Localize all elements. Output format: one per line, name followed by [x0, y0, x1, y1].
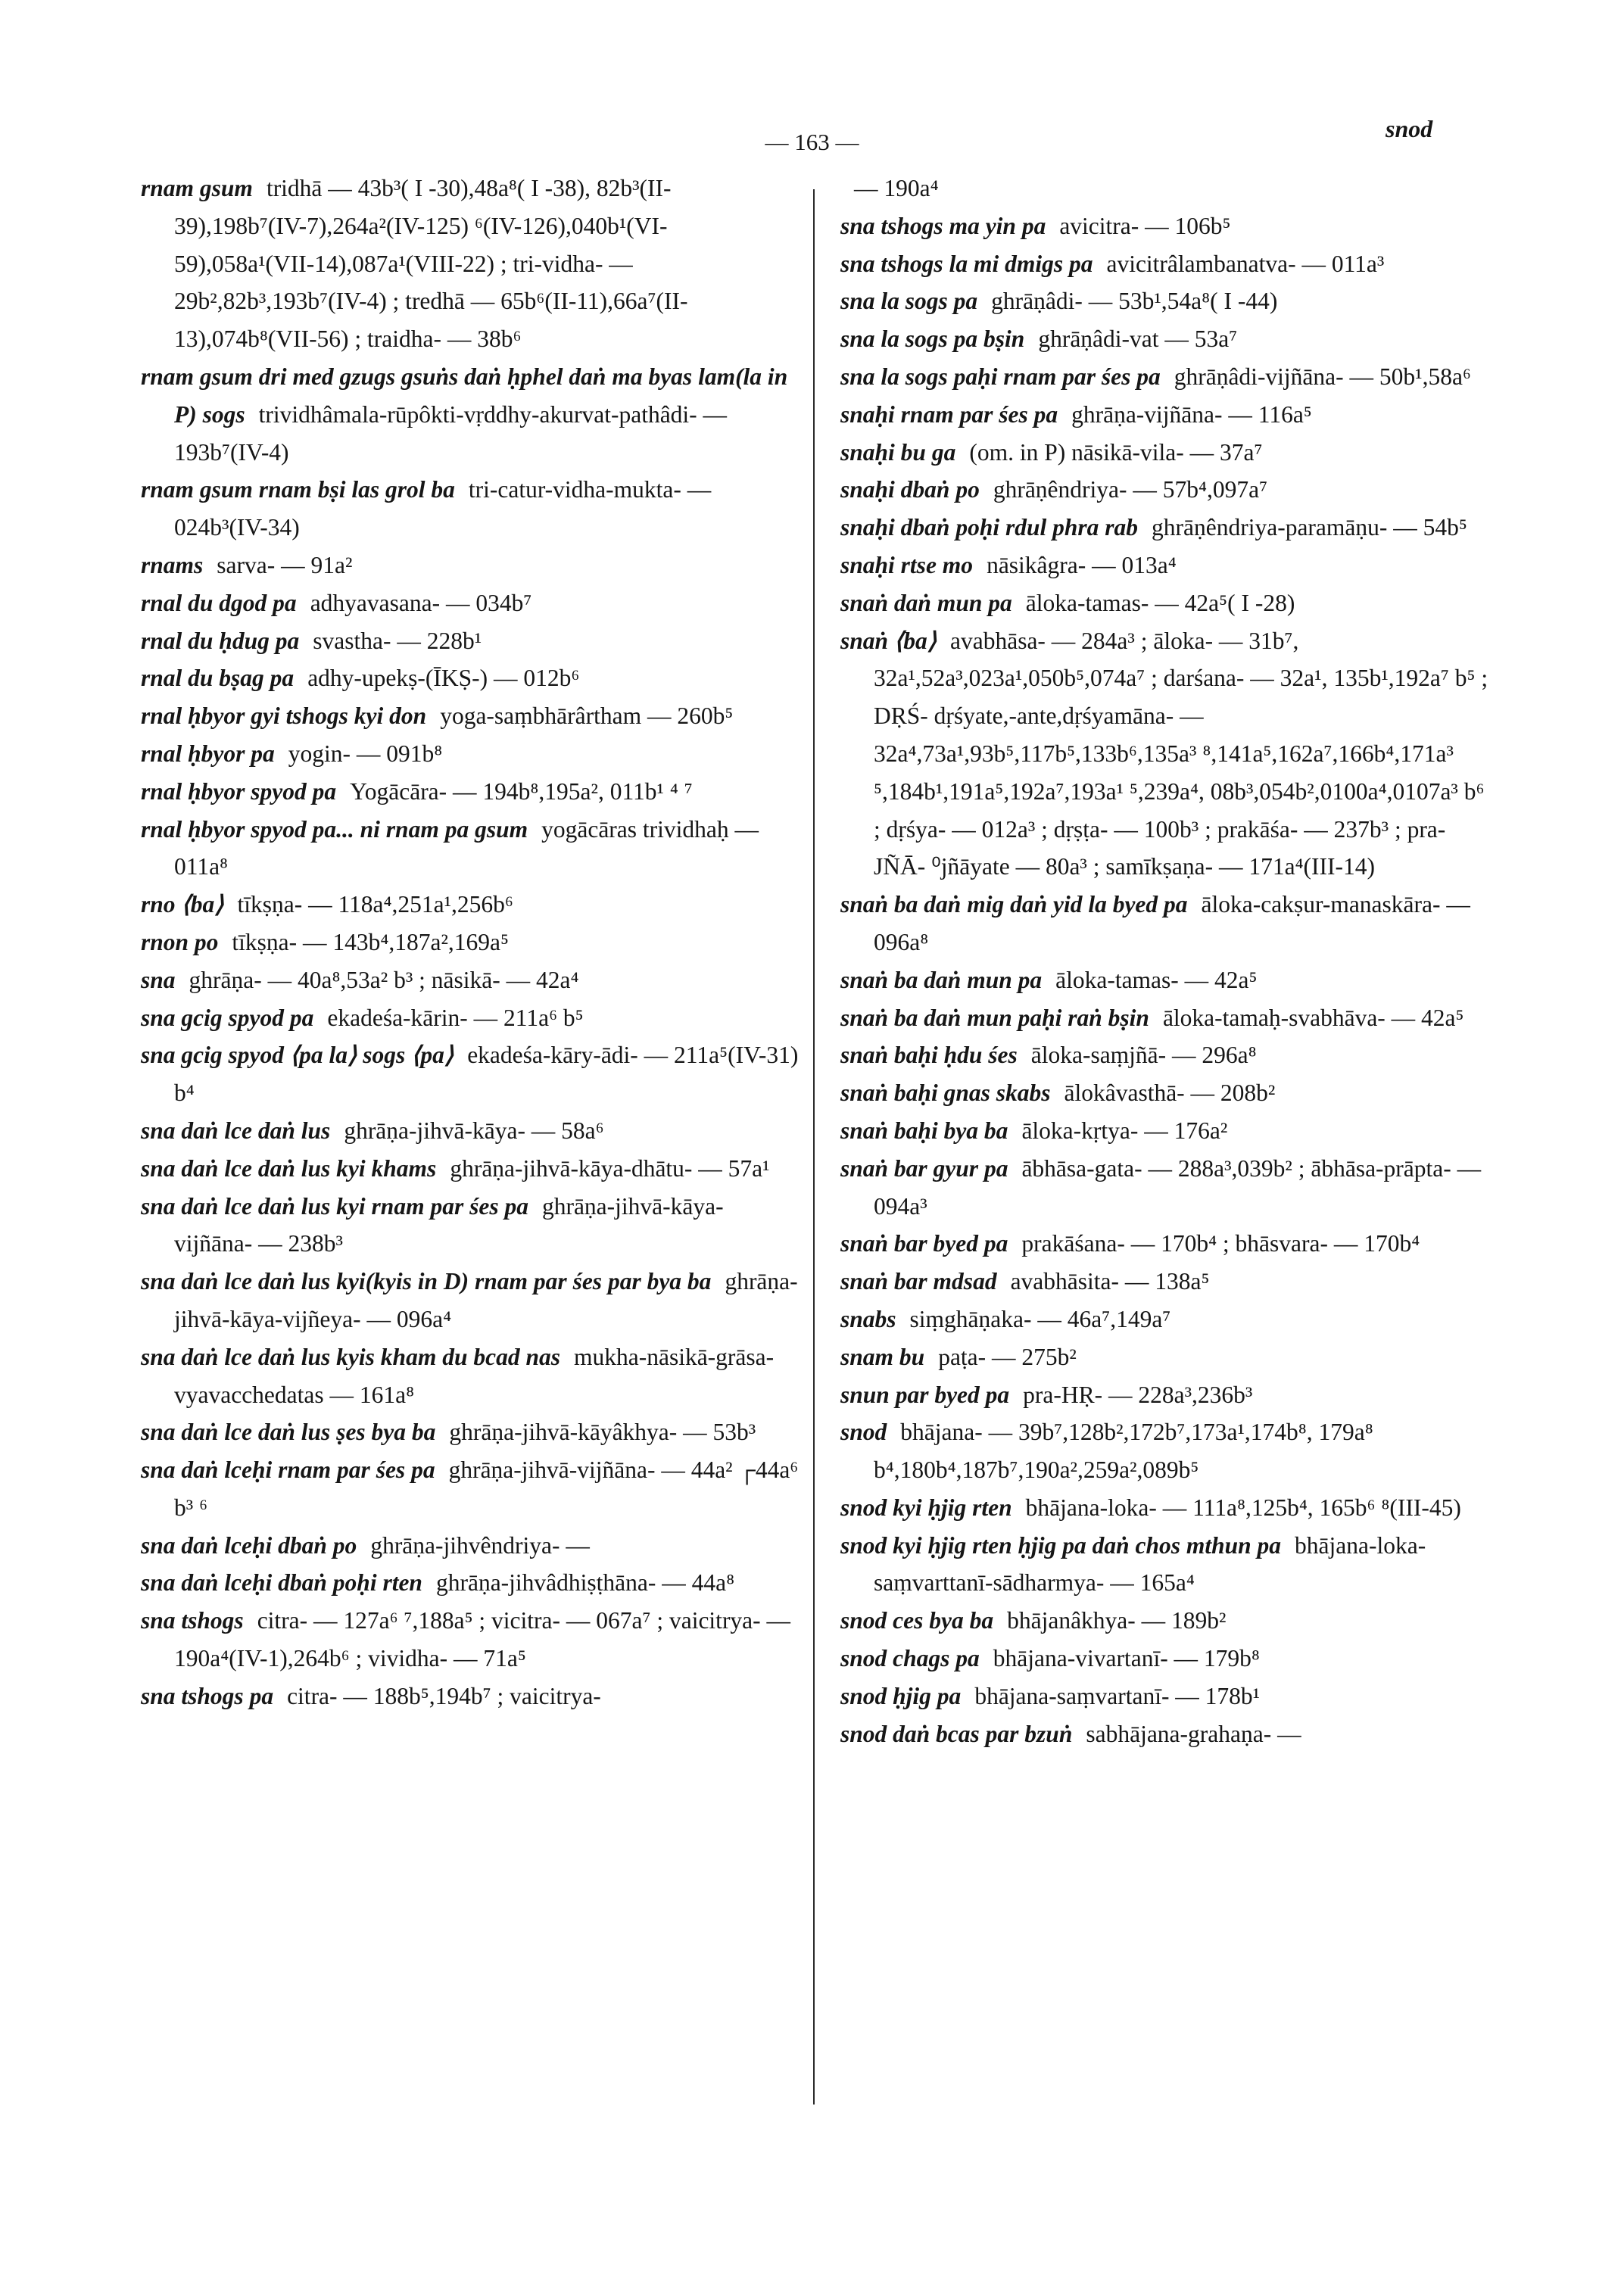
entry-body: āloka-cakṣur-manaskāra- — 096a⁸	[874, 891, 1470, 955]
entry-headword: snaṅ baḥi gnas skabs	[840, 1080, 1051, 1107]
entry-headword: snod	[840, 1419, 887, 1446]
left-column	[141, 170, 801, 1715]
column-divider	[813, 189, 815, 2105]
entry-headword: snaḥi bu ga	[840, 438, 956, 466]
dictionary-entry	[840, 245, 1492, 283]
dictionary-entry	[141, 1527, 801, 1565]
entry-body: bhājanâkhya- — 189b²	[1007, 1607, 1227, 1634]
entry-body: tīkṣṇa- — 143b⁴,187a²,169a⁵	[232, 928, 510, 955]
dictionary-entry	[141, 1564, 801, 1602]
dictionary-entry	[840, 1678, 1492, 1715]
dictionary-entry	[840, 320, 1492, 358]
entry-headword: sna daṅ lce daṅ lus ṣes bya ba	[141, 1419, 436, 1446]
entry-body: ghrāṇa-jihvā-vijñāna- — 44a² ┌44a⁶ b³ ⁶	[174, 1456, 799, 1521]
dictionary-entry	[840, 547, 1492, 584]
dictionary-entry	[141, 1112, 801, 1150]
entry-headword: snaḥi rnam par śes pa	[840, 400, 1058, 428]
dictionary-entry	[840, 170, 1492, 207]
entry-headword: rnam gsum dri med gzugs gsuṅs daṅ ḥphel daṅ ma byas lam(la in P) sogs	[141, 363, 788, 428]
entry-headword: sna daṅ lce daṅ lus kyis kham du bcad nas	[141, 1343, 560, 1370]
entry-headword: snun par byed pa	[840, 1381, 1010, 1408]
entry-headword: rnal du ḥdug pa	[141, 627, 300, 654]
dictionary-entry	[840, 282, 1492, 320]
entry-headword: rno ⟨ba⟩	[141, 891, 224, 918]
entry-headword: sna tshogs la mi dmigs pa	[840, 250, 1093, 277]
dictionary-entry	[141, 811, 801, 886]
right-column	[840, 170, 1492, 1752]
entry-body: trividhâmala-rūpôkti-vṛddhy-akurvat-pathâdi- — 193b⁷(IV-4)	[174, 400, 728, 466]
entry-headword: snaṅ ba daṅ mun paḥi raṅ bṣin	[840, 1004, 1149, 1031]
entry-headword: sna daṅ lce daṅ lus kyi(kyis in D) rnam par śes par bya ba	[141, 1268, 712, 1295]
entry-headword: rnal du dgod pa	[141, 589, 297, 616]
entry-body: ghrāṇâdi-vijñāna- — 50b¹,58a⁶	[1174, 363, 1471, 390]
entry-body: āloka-saṃjñā- — 296a⁸	[1030, 1042, 1257, 1069]
dictionary-entry	[840, 1489, 1492, 1527]
entry-headword: rnams	[141, 551, 204, 578]
dictionary-entry	[141, 1678, 801, 1715]
dictionary-entry	[840, 1112, 1492, 1150]
entry-body: āloka-kṛtya- — 176a²	[1021, 1117, 1228, 1144]
entry-headword: snod ḥjig pa	[840, 1682, 962, 1709]
entry-body: nāsikâgra- — 013a⁴	[987, 551, 1177, 578]
entry-headword: snod chags pa	[840, 1645, 980, 1672]
dictionary-entry	[141, 961, 801, 999]
entry-body: bhājana-saṃvartanī- — 178b¹	[974, 1682, 1261, 1709]
entry-headword: snaṅ ba daṅ mig daṅ yid la byed pa	[840, 891, 1188, 918]
dictionary-entry	[141, 735, 801, 773]
entry-body: bhājana-loka- — 111a⁸,125b⁴, 165b⁶ ⁸(III-45)	[1025, 1494, 1461, 1521]
entry-body: pra-HṚ- — 228a³,236b³	[1023, 1381, 1253, 1408]
dictionary-entry	[840, 434, 1492, 472]
entry-body: bhājana- — 39b⁷,128b²,172b⁷,173a¹,174b⁸, 179a⁸ b⁴,180b⁴,187b⁷,190a²,259a²,089b⁵	[874, 1419, 1373, 1484]
entry-body: adhyavasana- — 034b⁷	[310, 589, 532, 616]
entry-headword: sna gcig spyod ⟨pa la⟩ sogs ⟨pa⟩	[141, 1042, 454, 1069]
entry-body: ghrāṇa-jihvā-kāya-dhātu- — 57a¹	[450, 1154, 770, 1182]
dictionary-entry	[840, 1150, 1492, 1226]
entry-headword: snod ces bya ba	[840, 1607, 994, 1634]
entry-headword: snaḥi dbaṅ po	[840, 476, 980, 503]
entry-headword: snabs	[840, 1305, 896, 1332]
dictionary-entry	[840, 1527, 1492, 1603]
entry-body: ghrāṇa-jihvêndriya- —	[370, 1531, 590, 1559]
entry-body: ālokâvasthā- — 208b²	[1064, 1080, 1276, 1107]
entry-headword: snaḥi rtse mo	[840, 551, 974, 578]
entry-body: ghrāṇâdi-vat — 53a⁷	[1038, 326, 1238, 353]
entry-headword: sna	[141, 966, 176, 993]
dictionary-entry	[141, 1150, 801, 1188]
entry-body: adhy-upekṣ-(ĪKṢ-) — 012b⁶	[307, 665, 580, 692]
entry-headword: snaṅ daṅ mun pa	[840, 589, 1012, 616]
dictionary-entry	[840, 207, 1492, 245]
entry-body: siṃghāṇaka- — 46a⁷,149a⁷	[909, 1305, 1171, 1332]
entry-headword: rnam gsum	[141, 175, 253, 201]
entry-headword: rnam gsum rnam bṣi las grol ba	[141, 476, 455, 503]
entry-headword: snaṅ baḥi bya ba	[840, 1117, 1008, 1144]
dictionary-entry	[840, 509, 1492, 547]
dictionary-entry	[840, 1338, 1492, 1376]
entry-headword: sna la sogs pa	[840, 288, 978, 315]
entry-body: — 190a⁴	[854, 175, 939, 201]
entry-body: ghrāṇa-jihvâdhiṣṭhāna- — 44a⁸	[435, 1569, 735, 1597]
entry-headword: snam bu	[840, 1343, 925, 1370]
dictionary-entry	[840, 1225, 1492, 1263]
entry-headword: snod daṅ bcas par bzuṅ	[840, 1720, 1073, 1747]
entry-body: ghrāṇa-jihvā-kāya- — 58a⁶	[344, 1117, 604, 1144]
entry-body: yoga-saṃbhārârtham — 260b⁵	[440, 703, 734, 730]
dictionary-entry	[840, 622, 1492, 886]
entry-body: ghrāṇa-jihvā-kāya-vijñāna- — 238b³	[174, 1192, 724, 1257]
entry-body: mukha-nāsikā-grāsa-vyavacchedatas — 161a⁸	[174, 1343, 775, 1408]
entry-body: citra- — 188b⁵,194b⁷ ; vaicitrya-	[287, 1682, 601, 1709]
dictionary-entry	[141, 924, 801, 961]
entry-headword: rnal du bṣag pa	[141, 665, 295, 692]
entry-body: svastha- — 228b¹	[313, 627, 482, 654]
entry-headword: sna tshogs	[141, 1607, 244, 1634]
entry-headword: sna daṅ lce daṅ lus kyi khams	[141, 1154, 437, 1182]
entry-body: tri-catur-vidha-mukta- — 024b³(IV-34)	[174, 476, 712, 541]
entry-body: āloka-tamas- — 42a⁵	[1055, 966, 1258, 993]
page-number: — 163 —	[765, 129, 859, 155]
dictionary-entry	[141, 1602, 801, 1678]
entry-body: citra- — 127a⁶ ⁷,188a⁵ ; vicitra- — 067a⁷ ; vaicitrya- — 190a⁴(IV-1),264b⁶ ; vividha- — 71a⁵	[174, 1607, 791, 1672]
entry-headword: snaṅ bar gyur pa	[840, 1154, 1008, 1182]
dictionary-entry	[840, 584, 1492, 622]
entry-body: avicitra- — 106b⁵	[1059, 212, 1231, 239]
entry-body: avabhāsita- — 138a⁵	[1010, 1268, 1210, 1295]
dictionary-entry	[840, 1036, 1492, 1074]
entry-headword: sna tshogs ma yin pa	[840, 212, 1046, 239]
dictionary-entry	[840, 886, 1492, 961]
dictionary-entry	[840, 1263, 1492, 1301]
dictionary-entry	[141, 1188, 801, 1263]
entry-headword: rnal ḥbyor spyod pa... ni rnam pa gsum	[141, 815, 528, 843]
entry-headword: snaḥi dbaṅ poḥi rdul phra rab	[840, 514, 1139, 541]
entry-headword: snaṅ ba daṅ mun pa	[840, 966, 1043, 993]
entry-body: yogin- — 091b⁸	[288, 740, 443, 767]
dictionary-entry	[840, 1602, 1492, 1640]
entry-headword: sna daṅ lceḥi dbaṅ po	[141, 1531, 357, 1559]
dictionary-entry	[141, 886, 801, 924]
dictionary-entry	[840, 1413, 1492, 1489]
entry-headword: sna la sogs paḥi rnam par śes pa	[840, 363, 1161, 390]
dictionary-entry	[141, 471, 801, 547]
entry-body: bhājana-vivartanī- — 179b⁸	[993, 1645, 1260, 1672]
entry-body: ekadeśa-kārin- — 211a⁶ b⁵	[327, 1004, 584, 1031]
entry-body: ghrāṇa-jihvā-kāyâkhya- — 53b³	[449, 1419, 756, 1446]
entry-headword: sna tshogs pa	[141, 1682, 274, 1709]
entry-headword: sna daṅ lceḥi dbaṅ poḥi rten	[141, 1569, 422, 1597]
entry-body: ābhāsa-gata- — 288a³,039b² ; ābhāsa-prāpta- — 094a³	[874, 1154, 1482, 1220]
dictionary-entry	[141, 1451, 801, 1527]
entry-body: avicitrâlambanatva- — 011a³	[1106, 250, 1385, 277]
dictionary-entry	[141, 1036, 801, 1112]
dictionary-entry	[840, 396, 1492, 434]
entry-headword: sna daṅ lceḥi rnam par śes pa	[141, 1456, 435, 1484]
entry-headword: sna gcig spyod pa	[141, 1004, 314, 1031]
entry-body: ekadeśa-kāry-ādi- — 211a⁵(IV-31) b⁴	[174, 1042, 799, 1107]
entry-headword: snod kyi ḥjig rten	[840, 1494, 1012, 1521]
dictionary-entry	[141, 773, 801, 811]
entry-body: ghrāṇêndriya-paramāṇu- — 54b⁵	[1152, 514, 1467, 541]
entry-body: āloka-tamaḥ-svabhāva- — 42a⁵	[1162, 1004, 1464, 1031]
entry-body: paṭa- — 275b²	[938, 1343, 1077, 1370]
entry-body: prakāśana- — 170b⁴ ; bhāsvara- — 170b⁴	[1021, 1230, 1420, 1257]
entry-body: ghrāṇâdi- — 53b¹,54a⁸( I -44)	[991, 288, 1278, 315]
dictionary-entry	[840, 1376, 1492, 1414]
dictionary-entry	[141, 584, 801, 622]
dictionary-entry	[840, 471, 1492, 509]
dictionary-entry	[840, 961, 1492, 999]
entry-body: ghrāṇa-vijñāna- — 116a⁵	[1071, 400, 1312, 428]
dictionary-entry	[840, 1301, 1492, 1338]
entry-headword: sna daṅ lce daṅ lus	[141, 1117, 331, 1144]
entry-body: ghrāṇa-jihvā-kāya-vijñeya- — 096a⁴	[174, 1268, 798, 1332]
entry-headword: snaṅ bar mdsad	[840, 1268, 997, 1295]
entry-headword: rnon po	[141, 928, 219, 955]
dictionary-entry	[141, 170, 801, 358]
entry-body: āloka-tamas- — 42a⁵( I -28)	[1025, 589, 1295, 616]
entry-body: (om. in P) nāsikā-vila- — 37a⁷	[969, 438, 1263, 466]
entry-body: tīkṣṇa- — 118a⁴,251a¹,256b⁶	[237, 891, 513, 918]
entry-body: Yogācāra- — 194b⁸,195a², 011b¹ ⁴ ⁷	[350, 777, 693, 805]
entry-headword: sna la sogs pa bṣin	[840, 326, 1025, 353]
dictionary-entry	[840, 1640, 1492, 1678]
entry-body: tridhā — 43b³( I -30),48a⁸( I -38), 82b³(II-39),198b⁷(IV-7),264a²(IV-125) ⁶(IV-126),040b¹(VI-59),058a¹(VII-14),087a¹(VIII-22) ; tri-vidha- — 29b²,82b³,193b⁷(IV-4) ; tredhā — 65b⁶(II-11),66a⁷(II-13),074b⁸(VII-56) ; traidha- — 38b⁶	[174, 175, 688, 353]
dictionary-entry	[141, 999, 801, 1037]
entry-headword: rnal ḥbyor spyod pa	[141, 777, 337, 805]
dictionary-entry	[141, 1338, 801, 1414]
dictionary-entry	[141, 659, 801, 697]
dictionary-entry	[840, 358, 1492, 396]
entry-body: yogācāras trividhaḥ — 011a⁸	[174, 815, 759, 880]
dictionary-entry	[840, 1715, 1492, 1753]
dictionary-entry	[141, 358, 801, 471]
entry-body: sarva- — 91a²	[217, 551, 353, 578]
entry-headword: rnal ḥbyor pa	[141, 740, 275, 767]
entry-body: sabhājana-grahaṇa- —	[1086, 1720, 1301, 1747]
dictionary-entry	[141, 1413, 801, 1451]
entry-headword: snaṅ ⟨ba⟩	[840, 627, 937, 654]
dictionary-entry	[141, 697, 801, 735]
entry-headword: sna daṅ lce daṅ lus kyi rnam par śes pa	[141, 1192, 528, 1220]
dictionary-entry	[840, 1074, 1492, 1112]
entry-headword: snaṅ baḥi ḥdu śes	[840, 1042, 1018, 1069]
running-head: snod	[1386, 115, 1433, 142]
entry-body: ghrāṇa- — 40a⁸,53a² b³ ; nāsikā- — 42a⁴	[189, 966, 579, 993]
dictionary-entry	[840, 999, 1492, 1037]
dictionary-entry	[141, 622, 801, 660]
entry-body: avabhāsa- — 284a³ ; āloka- — 31b⁷, 32a¹,52a³,023a¹,050b⁵,074a⁷ ; darśana- — 32a¹, 135b¹,192a⁷ b⁵ ; DṚŚ- dṛśyate,-ante,dṛśyamāna- — 32a⁴,73a¹,93b⁵,117b⁵,133b⁶,135a³ ⁸,141a⁵,162a⁷,166b⁴,171a³ ⁵,184b¹,191a⁵,192a⁷,193a¹ ⁵,239a⁴, 08b³,054b²,0100a⁴,0107a³ b⁶ ; dṛśya- — 012a³ ; dṛṣṭa- — 100b³ ; prakāśa- — 237b³ ; pra-JÑĀ- ⁰jñāyate — 80a³ ; samīkṣaṇa- — 171a⁴(III-14)	[874, 627, 1488, 880]
entry-headword: snaṅ bar byed pa	[840, 1230, 1008, 1257]
dictionary-entry	[141, 547, 801, 584]
entry-body: ghrāṇêndriya- — 57b⁴,097a⁷	[993, 476, 1268, 503]
dictionary-entry	[141, 1263, 801, 1338]
entry-body: bhājana-loka-saṃvarttanī-sādharmya- — 165a⁴	[874, 1531, 1426, 1597]
entry-headword: snod kyi ḥjig rten ḥjig pa daṅ chos mthun pa	[840, 1531, 1282, 1559]
entry-headword: rnal ḥbyor gyi tshogs kyi don	[141, 703, 427, 730]
